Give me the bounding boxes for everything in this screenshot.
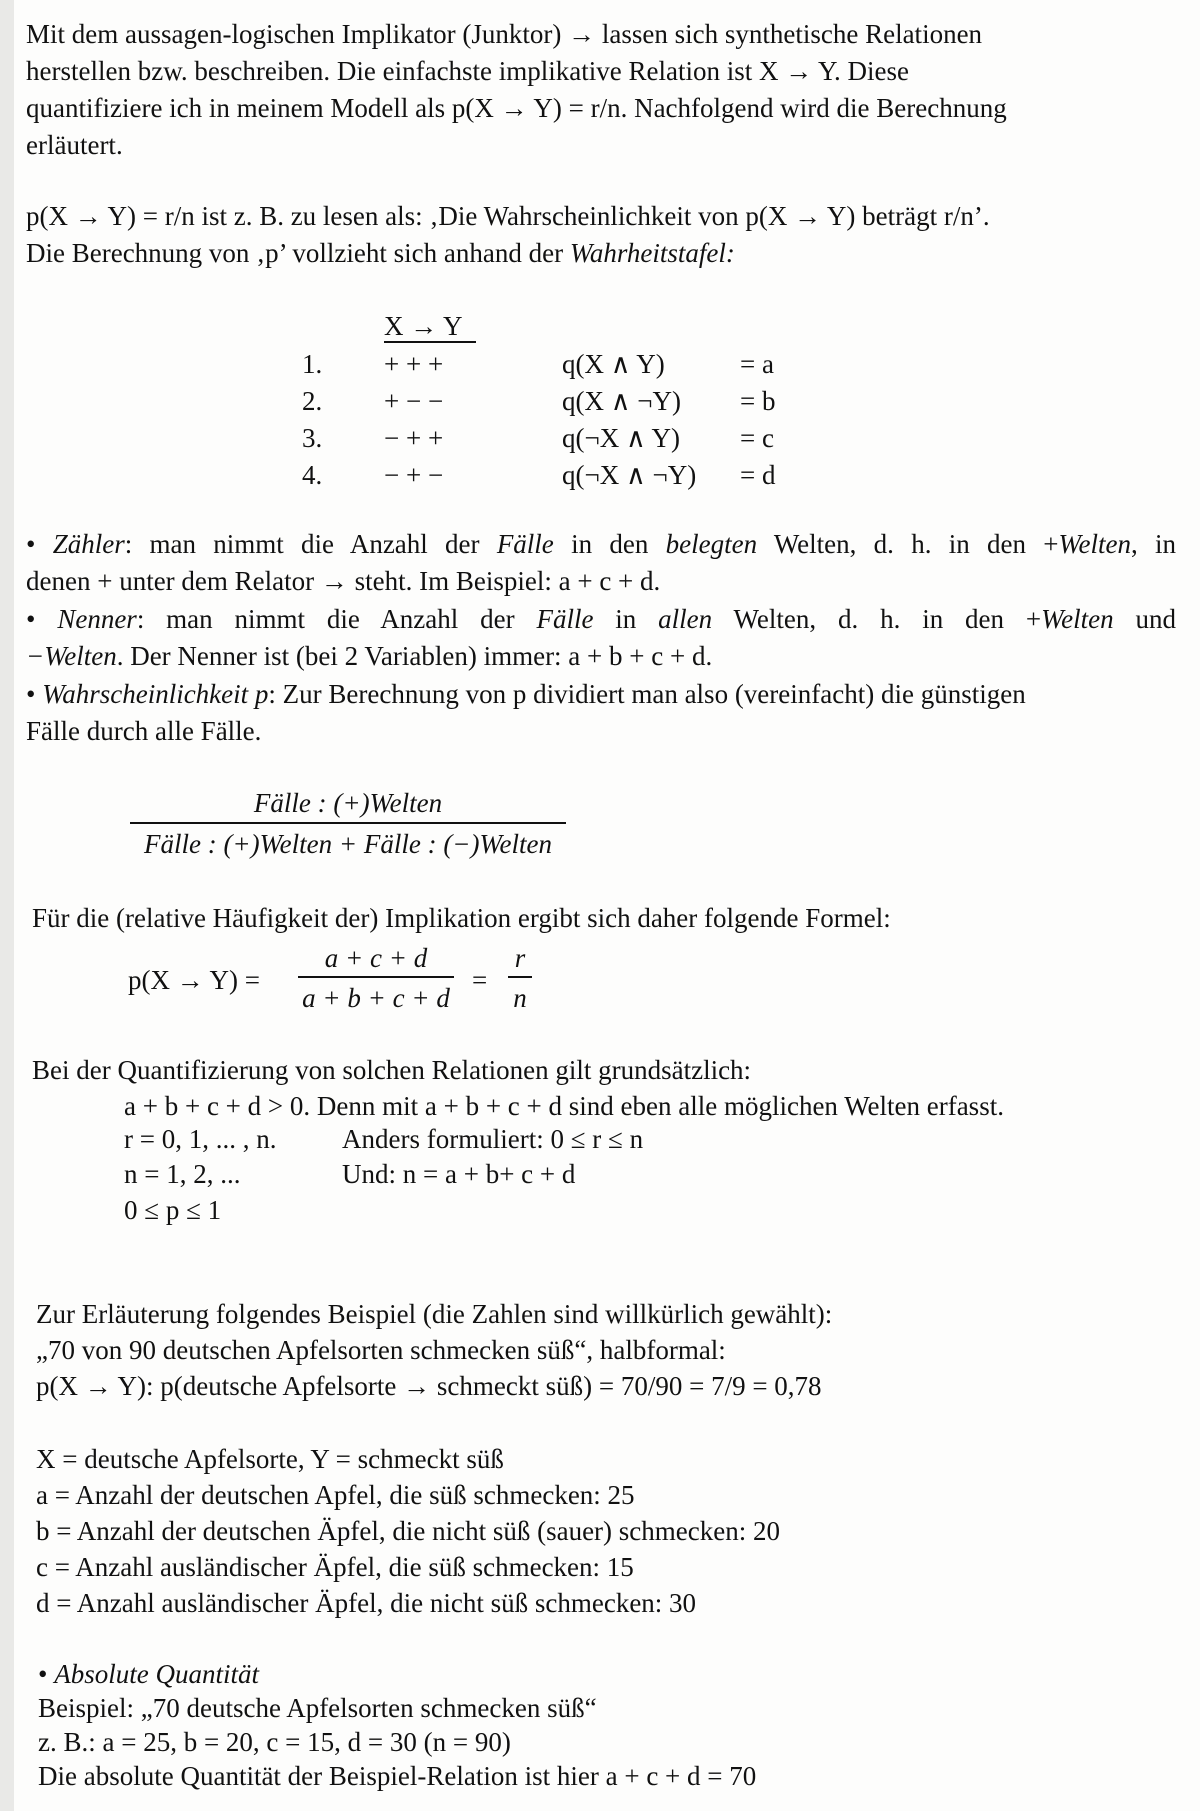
truth-table-header-underline <box>384 341 476 343</box>
nenner-line-2-text: . Der Nenner ist (bei 2 Variablen) immer: a + b + c + d. <box>116 641 713 671</box>
nenner-text-g: und <box>1113 604 1176 634</box>
quant-line-3b: Und: n = a + b+ c + d <box>342 1159 576 1189</box>
quant-line-1: a + b + c + d > 0. Denn mit a + b + c + d sind eben alle möglichen Welten erfasst. <box>124 1091 1004 1121</box>
faelle-fraction-denominator: Fälle : (+)Welten + Fälle : (−)Welten <box>143 829 553 859</box>
row-1-q: q(X ∧ Y) <box>562 349 665 379</box>
example-line-3: p(X → Y): p(deutsche Apfelsorte → schmeckt süß) = 70/90 = 7/9 = 0,78 <box>36 1371 822 1401</box>
example-line-2: „70 von 90 deutschen Apfelsorten schmecken süß“, halbformal: <box>36 1335 726 1365</box>
absolute-heading: • Absolute Quantität <box>38 1659 259 1689</box>
zaehler-text-a: : man nimmt die Anzahl der <box>124 529 497 559</box>
row-1-number: 1. <box>302 349 323 379</box>
row-4-number: 4. <box>302 460 323 490</box>
nenner-minus-welten: −Welten <box>26 641 117 671</box>
quant-line-2b: Anders formuliert: 0 ≤ r ≤ n <box>342 1124 644 1154</box>
bullet-nenner-line-1: • Nenner: man nimmt die Anzahl der Fälle in allen Welten, d. h. in den +Welten und <box>26 604 1176 634</box>
truth-table-header: X → Y <box>384 311 463 341</box>
row-3-eq: = c <box>740 423 774 453</box>
row-1-eq: = a <box>740 349 774 379</box>
nenner-welten: Welten <box>1041 604 1114 634</box>
definition-a: a = Anzahl der deutschen Apfel, die süß schmecken: 25 <box>36 1480 635 1510</box>
bullet-zaehler-line-1: • Zähler: man nimmt die Anzahl der Fälle in den belegten Welten, d. h. in den +Welten, in <box>26 529 1176 559</box>
faelle-fraction-bar <box>130 822 566 824</box>
row-3-number: 3. <box>302 423 323 453</box>
zaehler-faelle: Fälle <box>496 529 554 559</box>
reading-line-2 <box>26 235 735 271</box>
zaehler-label: Zähler <box>52 529 125 559</box>
intro-line-4: erläutert. <box>26 130 123 160</box>
zaehler-text-c: in den <box>553 529 666 559</box>
formula-n: n <box>513 983 527 1013</box>
wahrscheinlichkeit-label: Wahrscheinlichkeit p <box>42 679 269 709</box>
zaehler-text-e: Welten, d. h. in den + <box>757 529 1059 559</box>
absolute-line-3: Die absolute Quantität der Beispiel-Relation ist hier a + c + d = 70 <box>38 1761 757 1791</box>
intro-line-2: herstellen bzw. beschreiben. Die einfachste implikative Relation ist X → Y. Diese <box>26 56 909 86</box>
intro-line-3: quantifiziere ich in meinem Modell als p(X → Y) = r/n. Nachfolgend wird die Berechnung <box>26 93 1007 123</box>
formula-equals: = <box>472 965 488 995</box>
row-2-eq: = b <box>740 386 776 416</box>
formula-denominator: a + b + c + d <box>302 983 450 1013</box>
row-4-signs: − + − <box>384 460 444 490</box>
absolute-line-1: Beispiel: „70 deutsche Apfelsorten schmecken süß“ <box>38 1693 597 1723</box>
bullet-wahrscheinlichkeit-line-1: • Wahrscheinlichkeit p: Zur Berechnung von p dividiert man also (vereinfacht) die günstigen <box>26 679 1026 709</box>
reading-line-2-text: Die Berechnung von ‚p’ vollzieht sich anhand der <box>26 238 570 268</box>
zaehler-belegten: belegten <box>665 529 758 559</box>
formula-r: r <box>514 943 526 973</box>
wahrheitstafel-term: Wahrheitstafel: <box>569 238 735 268</box>
intro-line-1: Mit dem aussagen-logischen Implikator (Junktor) → lassen sich synthetische Relationen <box>26 19 983 49</box>
row-2-number: 2. <box>302 386 323 416</box>
row-3-q: q(¬X ∧ Y) <box>562 423 680 453</box>
formula-r-n-bar <box>508 976 532 978</box>
nenner-text-a: : man nimmt die Anzahl der <box>136 604 537 634</box>
definition-b: b = Anzahl der deutschen Äpfel, die nicht süß (sauer) schmecken: 20 <box>36 1516 780 1546</box>
formula-numerator: a + c + d <box>324 943 428 973</box>
nenner-text-e: Welten, d. h. in den + <box>712 604 1042 634</box>
nenner-faelle: Fälle <box>536 604 594 634</box>
bullet-wahrscheinlichkeit-line-2: Fälle durch alle Fälle. <box>26 716 262 746</box>
quant-line-3a: n = 1, 2, ... <box>124 1159 241 1189</box>
row-1-signs: + + + <box>384 349 444 379</box>
row-2-q: q(X ∧ ¬Y) <box>562 386 681 416</box>
nenner-text-c: in <box>593 604 659 634</box>
absolute-line-2: z. B.: a = 25, b = 20, c = 15, d = 30 (n = 90) <box>38 1727 511 1757</box>
definition-xy: X = deutsche Apfelsorte, Y = schmeckt süß <box>36 1444 504 1474</box>
scan-edge <box>0 0 14 1811</box>
nenner-label: Nenner <box>57 604 137 634</box>
bullet-nenner-line-2 <box>26 638 712 674</box>
definition-c: c = Anzahl ausländischer Äpfel, die süß schmecken: 15 <box>36 1552 634 1582</box>
formula-lhs: p(X → Y) = <box>128 965 260 995</box>
formula-fraction-bar <box>298 976 454 978</box>
quant-line-4: 0 ≤ p ≤ 1 <box>124 1195 222 1225</box>
bullet-zaehler-line-2: denen + unter dem Relator → steht. Im Beispiel: a + c + d. <box>26 566 661 596</box>
quant-intro: Bei der Quantifizierung von solchen Relationen gilt grundsätzlich: <box>32 1055 752 1085</box>
row-2-signs: + − − <box>384 386 444 416</box>
row-4-eq: = d <box>740 460 776 490</box>
zaehler-text-g: , in <box>1130 529 1176 559</box>
nenner-allen: allen <box>658 604 713 634</box>
definition-d: d = Anzahl ausländischer Äpfel, die nicht süß schmecken: 30 <box>36 1588 697 1618</box>
wahrscheinlichkeit-text: : Zur Berechnung von p dividiert man also (vereinfacht) die günstigen <box>268 679 1026 709</box>
absolute-heading-text: Absolute Quantität <box>54 1659 259 1689</box>
row-3-signs: − + + <box>384 423 444 453</box>
row-4-q: q(¬X ∧ ¬Y) <box>562 460 697 490</box>
zaehler-welten: Welten <box>1058 529 1131 559</box>
reading-line-1: p(X → Y) = r/n ist z. B. zu lesen als: ‚Die Wahrscheinlichkeit von p(X → Y) beträgt r/n’. <box>26 201 990 231</box>
quant-line-2a: r = 0, 1, ... , n. <box>124 1124 277 1154</box>
example-line-1: Zur Erläuterung folgendes Beispiel (die Zahlen sind willkürlich gewählt): <box>36 1299 833 1329</box>
formula-intro: Für die (relative Häufigkeit der) Implikation ergibt sich daher folgende Formel: <box>32 903 891 933</box>
faelle-fraction-numerator: Fälle : (+)Welten <box>253 788 443 818</box>
